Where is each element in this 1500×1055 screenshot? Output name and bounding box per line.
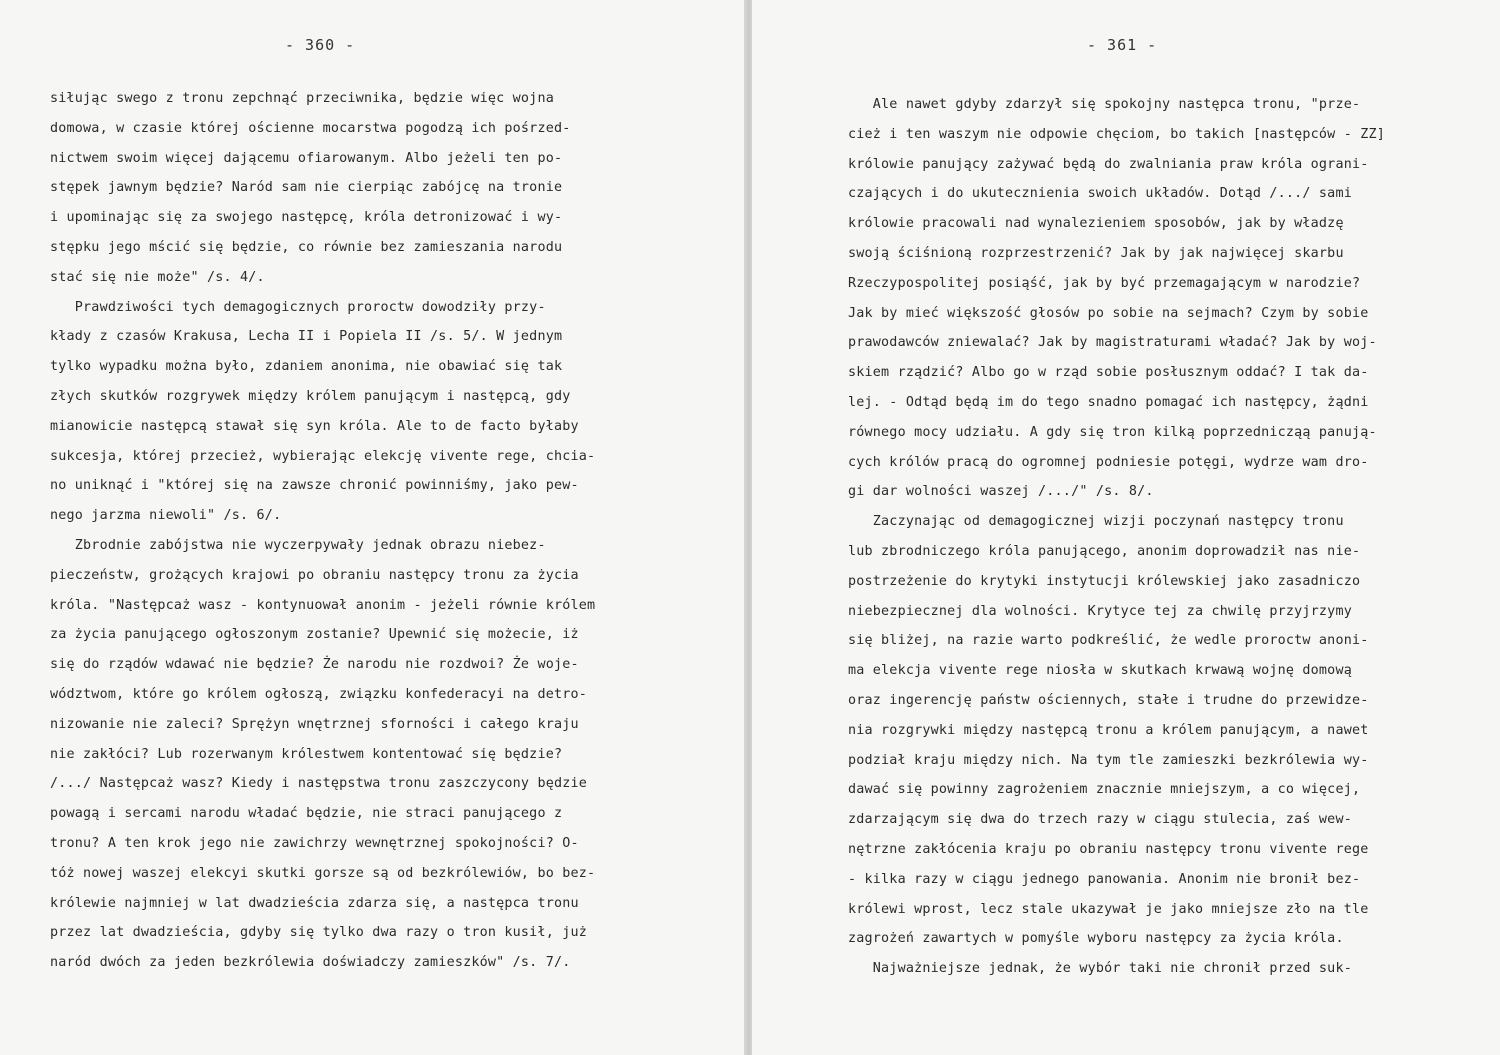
text-line: lub zbrodniczego króla panującego, anonim doprowadził nas nie- [848,543,1361,559]
text-line: królowie panujący zażywać będą do zwalniania praw króla ograni- [848,156,1369,172]
text-line: ma elekcja vivente rege niosła w skutkach krwawą wojnę domową [848,663,1352,679]
text-line: nizowanie nie zaleci? Sprężyn wnętrznej sforności i całego kraju [50,716,579,732]
text-line: /.../ Następcaż wasz? Kiedy i następstwa tronu zaszczycony będzie [50,776,588,792]
text-line: mianowicie następcą stawał się syn króla. Ale to de facto byłaby [50,418,579,434]
text-line: dawać się powinny zagrożeniem znacznie mniejszym, a co więcej, [848,782,1361,798]
text-line: nictwem swoim więcej dającemu ofiarowanym. Albo jeżeli ten po- [50,150,563,166]
text-line: pieczeństw, grożących krajowi po obraniu następcy tronu za życia [50,567,579,583]
text-line: domowa, w czasie której ościenne mocarstwa pogodzą ich pośrzed- [50,120,571,136]
text-line: królewie najmniej w lat dwadzieścia zdarza się, a następca tronu [50,895,579,911]
text-line: tylko wypadku można było, zdaniem anonima, nie obawiać się tak [50,359,563,375]
text-line: się do rządów wdawać nie będzie? Że narodu nie rozdwoi? Że woje- [50,657,579,673]
text-line: sukcesja, której przecież, wybierając elekcję vivente rege, chcia- [50,448,596,464]
text-line: wództwom, które go królem ogłoszą, związku konfederacyi na detro- [50,686,588,702]
text-line: króla. "Następcaż wasz - kontynuował anonim - jeżeli równie królem [50,597,596,613]
text-line: prawodawców zniewalać? Jak by magistraturami władać? Jak by woj- [848,335,1377,351]
text-line: się bliżej, na razie warto podkreślić, że wedle proroctw anoni- [848,633,1369,649]
text-line: nego jarzma niewoli" /s. 6/. [50,508,282,524]
page-number: - 361 - [1087,36,1158,54]
text-line: Zbrodnie zabójstwa nie wyczerpywały jednak obrazu niebez- [50,537,546,553]
text-line: nętrzne zakłócenia kraju po obraniu następcy tronu vivente rege [848,841,1369,857]
text-line: - kilka razy w ciągu jednego panowania. Anonim nie bronił bez- [848,871,1361,887]
text-line: Prawdziwości tych demagogicznych proroctw dowodziły przy- [50,299,546,315]
page-text [848,90,1488,984]
text-line: zagrożeń zawartych w pomyśle wyboru następcy za życia króla. [848,931,1344,947]
text-line: stępek jawnym będzie? Naród sam nie cierpiąc zabójcę na tronie [50,180,563,196]
text-line: skiem rządzić? Albo go w rząd sobie posłusznym oddać? I tak da- [848,365,1369,381]
text-line: podział kraju między nich. Na tym tle zamieszki bezkrólewia wy- [848,752,1369,768]
text-line: królewi wprost, lecz stale ukazywał je jako mniejsze zło na tle [848,901,1369,917]
left-page [0,0,748,1055]
text-line: powagą i sercami narodu władać będzie, nie straci panującego z [50,806,563,822]
text-line: stępku jego mścić się będzie, co równie bez zamieszania narodu [50,239,563,255]
page-text [50,84,670,978]
text-line: złych skutków rozgrywek między królem panującym i następcą, gdy [50,388,571,404]
text-line: równego mocy udziału. A gdy się tron kilką poprzednicząą panują- [848,424,1377,440]
text-line: nia rozgrywki między następcą tronu a królem panującym, a nawet [848,722,1369,738]
text-line: postrzeżenie do krytyki instytucji królewskiej jako zasadniczo [848,573,1361,589]
text-line: tronu? A ten krok jego nie zawichrzy wewnętrznej spokojności? O- [50,835,579,851]
text-line: Jak by mieć większość głosów po sobie na sejmach? Czym by sobie [848,305,1369,321]
text-line: gi dar wolności waszej /.../" /s. 8/. [848,484,1154,500]
text-line: cież i ten waszym nie odpowie chęciom, bo takich [następców - ZZ] [848,126,1386,142]
text-line: za życia panującego ogłoszonym zostanie? Upewnić się możecie, iż [50,627,579,643]
text-line: tóż nowej waszej elekcyi skutki gorsze są od bezkrólewiów, bo bez- [50,865,596,881]
right-page [752,0,1500,1055]
text-line: niebezpiecznej dla wolności. Krytyce tej za chwilę przyjrzymy [848,603,1352,619]
text-line: Zaczynając od demagogicznej wizji poczynań następcy tronu [848,514,1344,530]
text-line: oraz ingerencję państw ościennych, stałe i trudne do przewidze- [848,692,1369,708]
text-line: naród dwóch za jeden bezkrólewia doświadczy zamieszków" /s. 7/. [50,955,571,971]
text-line: nie zakłóci? Lub rozerwanym królestwem kontentować się będzie? [50,746,563,762]
text-line: cych królów pracą do ogromnej podniesie potęgi, wydrze wam dro- [848,454,1369,470]
text-line: stać się nie może" /s. 4/. [50,269,265,285]
text-line: Ale nawet gdyby zdarzył się spokojny następca tronu, "prze- [848,97,1361,112]
text-line: Najważniejsze jednak, że wybór taki nie chronił przed suk- [848,961,1352,977]
text-line: swoją ściśnioną rozprzestrzenić? Jak by jak najwięcej skarbu [848,245,1344,261]
text-line: zdarzającym się dwa do trzech razy w ciągu stulecia, zaś wew- [848,812,1352,828]
text-line: Rzeczypospolitej posiąść, jak by być przemagającym w narodzie? [848,275,1361,291]
text-line: królowie pracowali nad wynalezieniem sposobów, jak by władzę [848,216,1344,232]
text-line: i upominając się za swojego następcę, króla detronizować i wy- [50,210,563,226]
text-line: siłując swego z tronu zepchnąć przeciwnika, będzie więc wojna [50,91,554,106]
text-line: lej. - Odtąd będą im do tego snadno pomagać ich następcy, żądni [848,394,1369,410]
text-line: czających i do ukutecznienia swoich układów. Dotąd /.../ sami [848,186,1352,202]
text-line: kłady z czasów Krakusa, Lecha II i Popiela II /s. 5/. W jednym [50,329,563,345]
text-line: no uniknąć i "której się na zawsze chronić powinniśmy, jako pew- [50,478,579,494]
page-number: - 360 - [285,36,356,54]
text-line: przez lat dwadzieścia, gdyby się tylko dwa razy o tron kusił, już [50,925,588,941]
